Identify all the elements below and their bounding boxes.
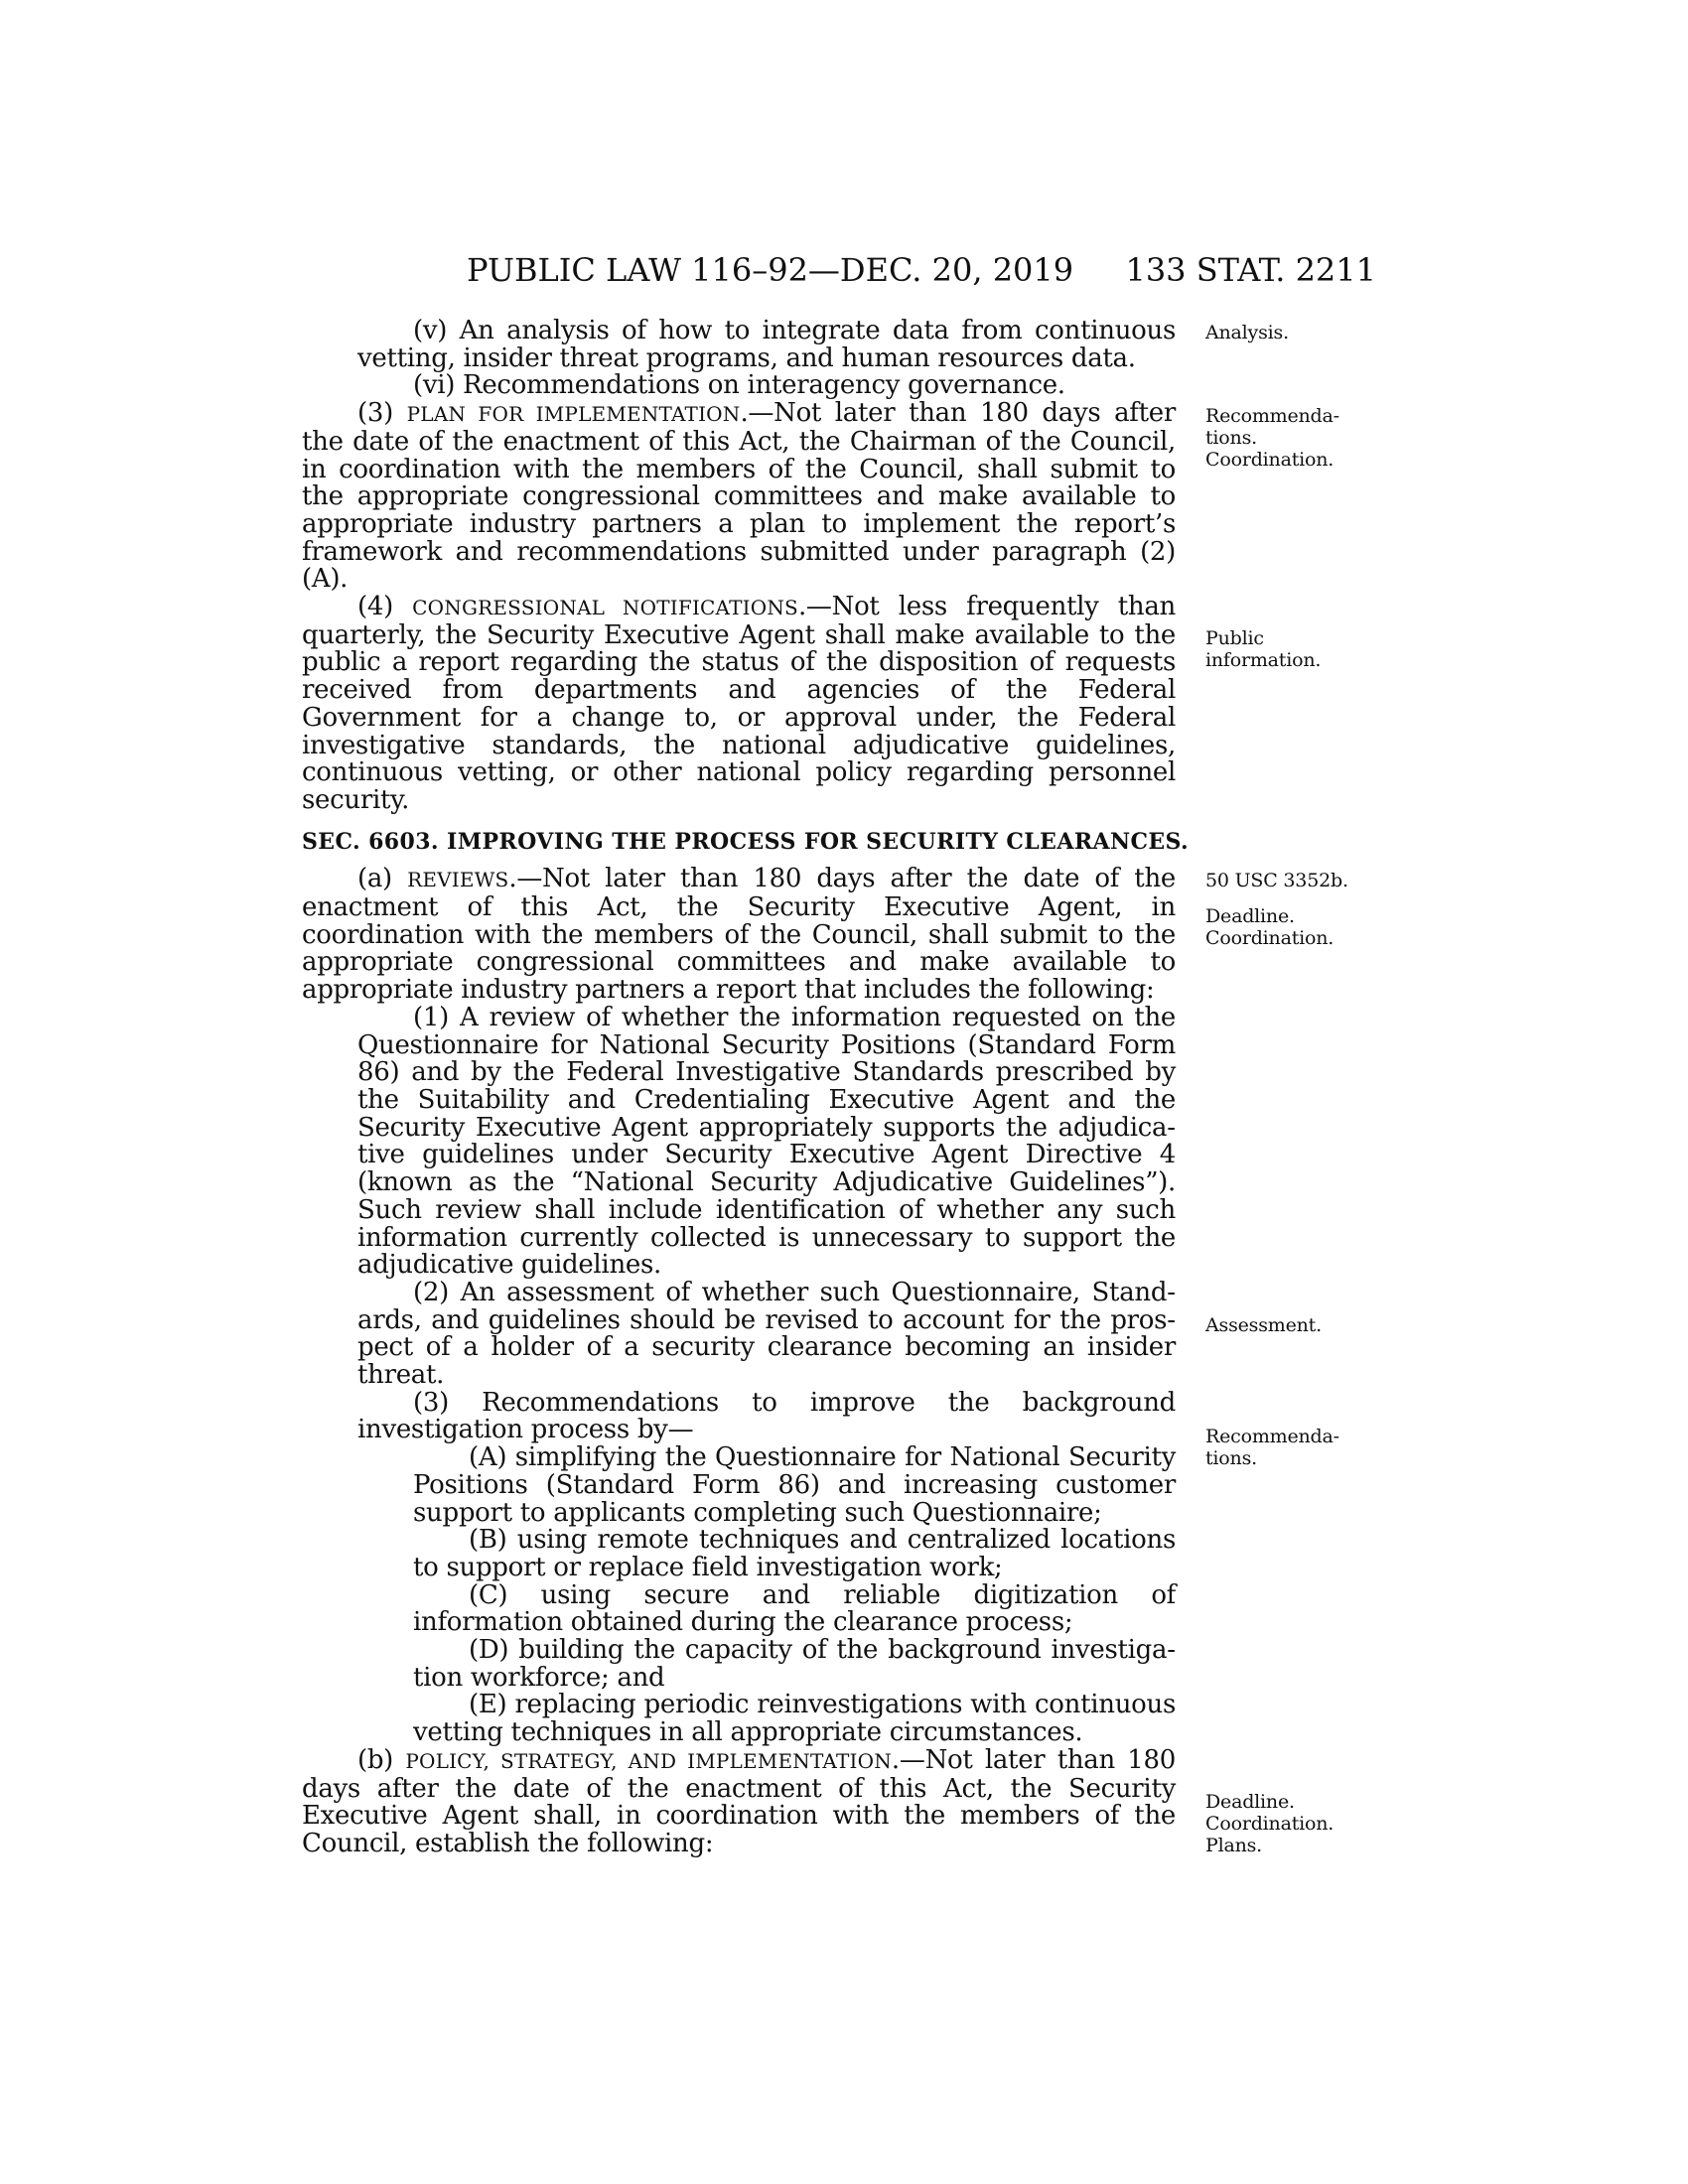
page-header <box>467 250 1376 290</box>
subsection-a-reviews <box>302 866 1176 1005</box>
paragraph-body: .—Not less frequently than quarterly, the Security Executive Agent shall make available to the public a report regarding the status of the disposition of requests received from departments and agencies of the Federal Government for a change to, or approval under, the Federal investigative standards, the national adjudicative guidelines, continuous vetting, or other national policy regarding personnel security. <box>302 592 1176 815</box>
subsection-body: .—Not later than 180 days after the date of the enactment of this Act, the Security Executive Agent shall, in coordination with the members of the Council, establish the following: <box>302 1744 1176 1858</box>
subsection-number: (b) <box>357 1744 406 1775</box>
subsection-heading: POLICY, STRATEGY, AND IMPLEMENTATION <box>405 1748 892 1773</box>
margin-note-text: Plans. <box>1205 1835 1263 1856</box>
paragraph-number: (4) <box>357 592 413 622</box>
subparagraph-C: (C) using secure and reliable digitization of information obtained during the clearance process; <box>413 1579 1176 1638</box>
margin-note-text: 50 USC 3352b. <box>1205 870 1348 891</box>
margin-note-text: Coordination. <box>1205 449 1335 471</box>
margin-note-text: Recommenda- <box>1205 405 1339 427</box>
subparagraph-A: (A) simplifying the Questionnaire for National Security Positions (Standard Form 86) and increasing customer support to applicants completing such Questionnaire; <box>413 1442 1176 1528</box>
margin-note-deadline-coordination-plans <box>1205 1791 1354 1856</box>
margin-note-text: Coordination. <box>1205 927 1335 949</box>
paragraph-heading: PLAN FOR IMPLEMENTATION <box>406 402 741 427</box>
margin-note-recommendations-coordination <box>1205 405 1354 471</box>
margin-note-text: information. <box>1205 649 1322 671</box>
paragraph-a1: (1) A review of whether the information requested on the Questionnaire for National Security Positions (Standard Form 86) and by the Federal Investigative Standards prescribed by the Suitability and Credentialing Executive Agent and the Security Executive Agent appropriately supports the adjudicative guidelines under Security Executive Agent Directive 4 (known as the “National Security Adjudicative Guidelines”). Such review shall include identification of whether any such information currently collected is unnecessary to support the adjudicative guidelines. <box>357 1002 1176 1281</box>
paragraph-4-congressional-notifications <box>302 594 1176 815</box>
margin-note-text: tions. <box>1205 1447 1257 1469</box>
margin-note-text: tions. <box>1205 427 1257 449</box>
paragraph-3-plan-for-implementation <box>302 400 1176 594</box>
margin-note-text: Deadline. <box>1205 905 1295 927</box>
margin-note-analysis <box>1205 322 1354 343</box>
subsection-heading: REVIEWS <box>407 868 509 892</box>
margin-note-usc-citation <box>1205 870 1354 891</box>
margin-note-deadline-coordination <box>1205 905 1354 949</box>
margin-note-text: Assessment. <box>1205 1314 1322 1336</box>
main-text <box>302 316 1190 1858</box>
paragraph-body: .—Not later than 180 days after the date of the enactment of this Act, the Chairman of the Council, in coordination with the members of the Council, shall submit to the appropriate congressional committees and make available to appropriate industry partners a plan to implement the report’s framework and recommendations submitted under paragraph (2)(A). <box>302 398 1176 595</box>
margin-note-text: Recommenda- <box>1205 1426 1339 1447</box>
paragraph-a2: (2) An assessment of whether such Questionnaire, Standards, and guidelines should be revised to account for the prospect of a holder of a security clearance becoming an insider threat. <box>357 1277 1176 1391</box>
subparagraph-E: (E) replacing periodic reinvestigations with continuous vetting techniques in all appropriate circumstances. <box>413 1690 1176 1748</box>
margin-note-text: Coordination. <box>1205 1813 1335 1835</box>
subsection-number: (a) <box>357 864 408 894</box>
margin-note-assessment <box>1205 1314 1354 1336</box>
margin-note-public-information <box>1205 627 1354 671</box>
paragraph-a3: (3) Recommendations to improve the background investigation process by— <box>357 1387 1176 1445</box>
margin-note-text: Deadline. <box>1205 1791 1295 1813</box>
section-heading: SEC. 6603. IMPROVING THE PROCESS FOR SECURITY CLEARANCES. <box>302 828 1190 855</box>
subparagraph-D: (D) building the capacity of the background investigation workforce; and <box>413 1635 1176 1693</box>
subsection-body: .—Not later than 180 days after the date of the enactment of this Act, the Security Executive Agent, in coordination with the members of the Council, shall submit to the appropriate congressional committees and make available to appropriate industry partners a report that includes the following: <box>302 864 1176 1006</box>
margin-note-recommendations <box>1205 1426 1354 1469</box>
paragraph-number: (3) <box>357 398 407 429</box>
margin-note-text: Public <box>1205 627 1264 649</box>
clause-v: (v) An analysis of how to integrate data from continuous vetting, insider threat programs, and human resources data. <box>357 316 1176 373</box>
subparagraph-B: (B) using remote techniques and centralized locations to support or replace field investigation work; <box>413 1525 1176 1582</box>
statute-page-number: 133 STAT. 2211 <box>1125 251 1376 289</box>
margin-note-text: Analysis. <box>1205 322 1289 343</box>
clause-vi: (vi) Recommendations on interagency governance. <box>413 370 1065 401</box>
subsection-b-policy-strategy-implementation <box>302 1744 1176 1858</box>
running-title: PUBLIC LAW 116–92—DEC. 20, 2019 <box>467 251 1074 289</box>
paragraph-heading: CONGRESSIONAL NOTIFICATIONS <box>412 596 798 620</box>
